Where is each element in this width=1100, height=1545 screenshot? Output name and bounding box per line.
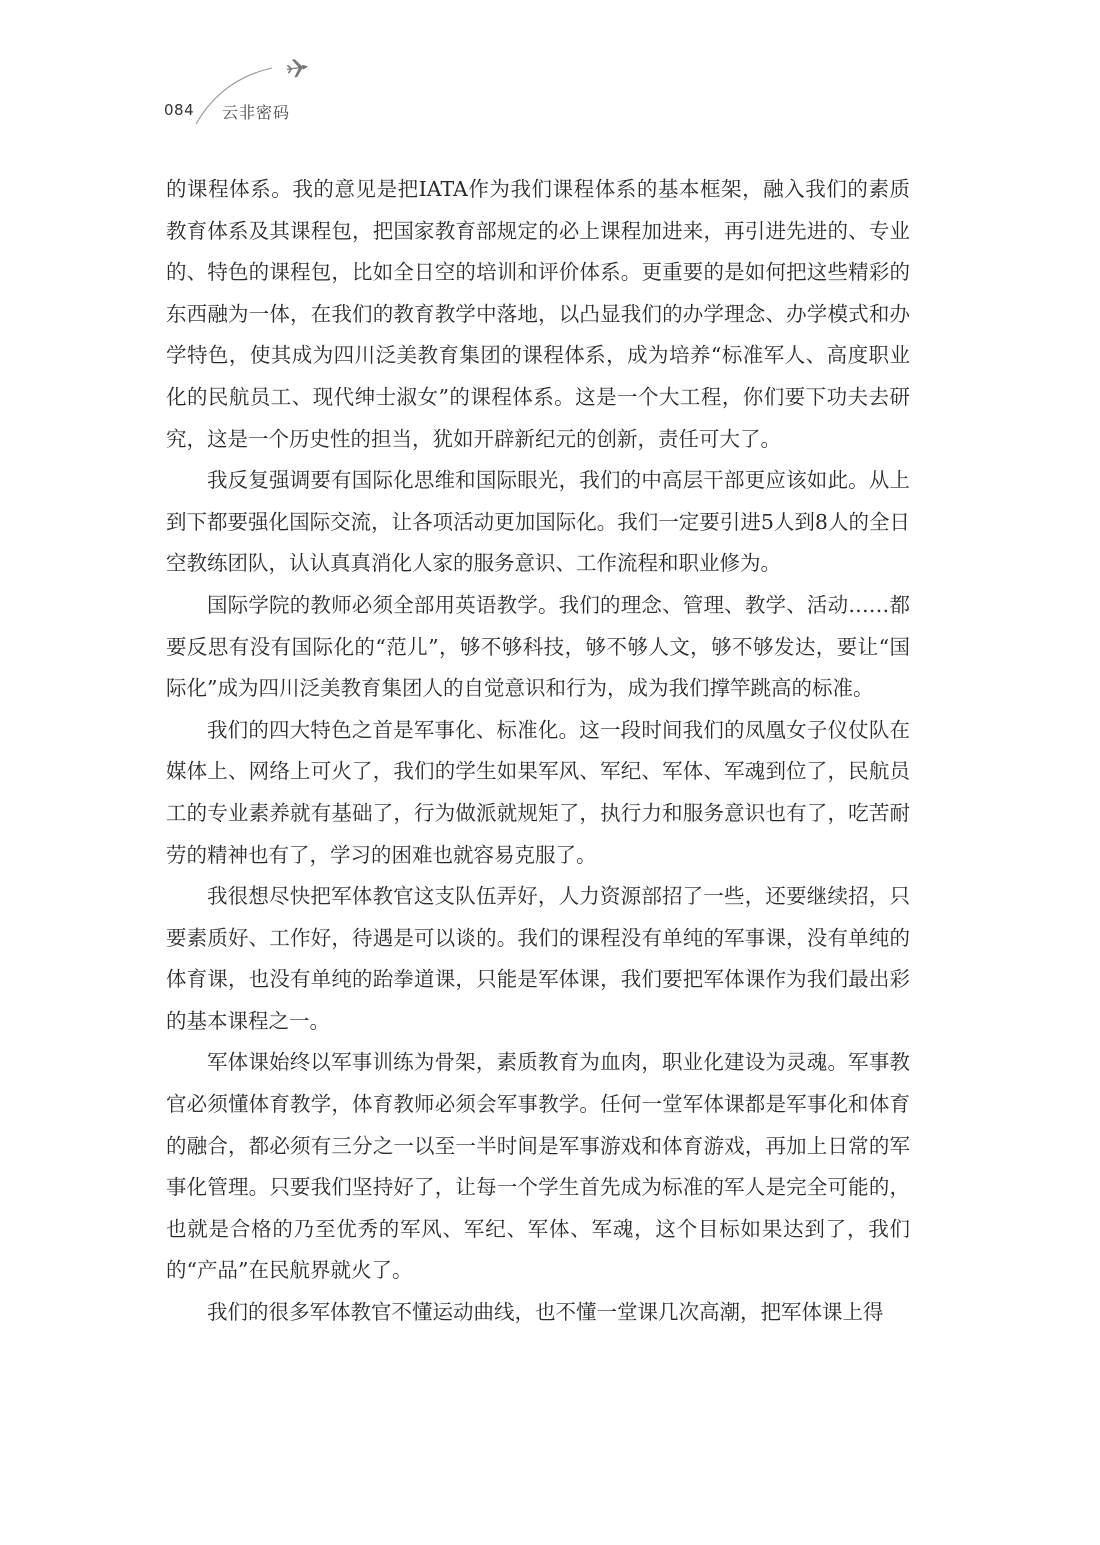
paragraph-continuation: 的课程体系。我的意见是把IATA作为我们课程体系的基本框架，融入我们的素质教育体系及其课程包，把国家教育部规定的必上课程加进来，再引进先进的、专业的、特色的课程包，比如全日空的培训和评价体系。更重要的是如何把这些精彩的东西融为一体，在我们的教育教学中落地，以凸显我们的办学理念、办学模式和办学特色，使其成为四川泛美教育集团的课程体系，成为培养“标准军人、高度职业化的民航员工、现代绅士淑女”的课程体系。这是一个大工程，你们要下功夫去研究，这是一个历史性的担当，犹如开辟新纪元的创新，责任可大了。 xyxy=(166,177,910,451)
paragraph: 我们的很多军体教官不懂运动曲线，也不懂一堂课几次高潮，把军体课上得 xyxy=(207,1300,884,1325)
paragraph: 我反复强调要有国际化思维和国际眼光，我们的中高层干部更应该如此。从上到下都要强化国际交流，让各项活动更加国际化。我们一定要引进5人到8人的全日空教练团队，认认真真消化人家的服务意识、工作流程和职业修为。 xyxy=(166,468,910,576)
page-header xyxy=(0,0,1100,140)
paragraph: 我很想尽快把军体教官这支队伍弄好，人力资源部招了一些，还要继续招，只要素质好、工作好，待遇是可以谈的。我们的课程没有单纯的军事课，没有单纯的体育课，也没有单纯的跆拳道课，只能是军体课，我们要把军体课作为我们最出彩的基本课程之一。 xyxy=(166,884,910,1033)
header-decoration xyxy=(0,0,1100,140)
paragraph: 我们的四大特色之首是军事化、标准化。这一段时间我们的凤凰女子仪仗队在媒体上、网络上可火了，我们的学生如果军风、军纪、军体、军魂到位了，民航员工的专业素养就有基础了，行为做派就规矩了，执行力和服务意识也有了，吃苦耐劳的精神也有了，学习的困难也就容易克服了。 xyxy=(166,717,910,867)
paragraph: 军体课始终以军事训练为骨架，素质教育为血肉，职业化建设为灵魂。军事教官必须懂体育教学，体育教师必须会军事教学。任何一堂军体课都是军事化和体育的融合，都必须有三分之一以至一半时间是军事游戏和体育游戏，再加上日常的军事化管理。只要我们坚持好了，让每一个学生首先成为标准的军人是完全可能的，也就是合格的乃至优秀的军风、军纪、军体、军魂，这个目标如果达到了，我们的“产品”在民航界就火了。 xyxy=(166,1050,910,1283)
body-text xyxy=(166,169,910,1334)
book-title: 云非密码 xyxy=(222,103,291,122)
airplane-icon xyxy=(286,58,308,79)
paragraph: 国际学院的教师必须全部用英语教学。我们的理念、管理、教学、活动……都要反思有没有国际化的“范儿”，够不够科技，够不够人文，够不够发达，要让“国际化”成为四川泛美教育集团人的自觉意识和行为，成为我们撑竿跳高的标准。 xyxy=(166,592,910,701)
page-number: 084 xyxy=(164,101,195,119)
